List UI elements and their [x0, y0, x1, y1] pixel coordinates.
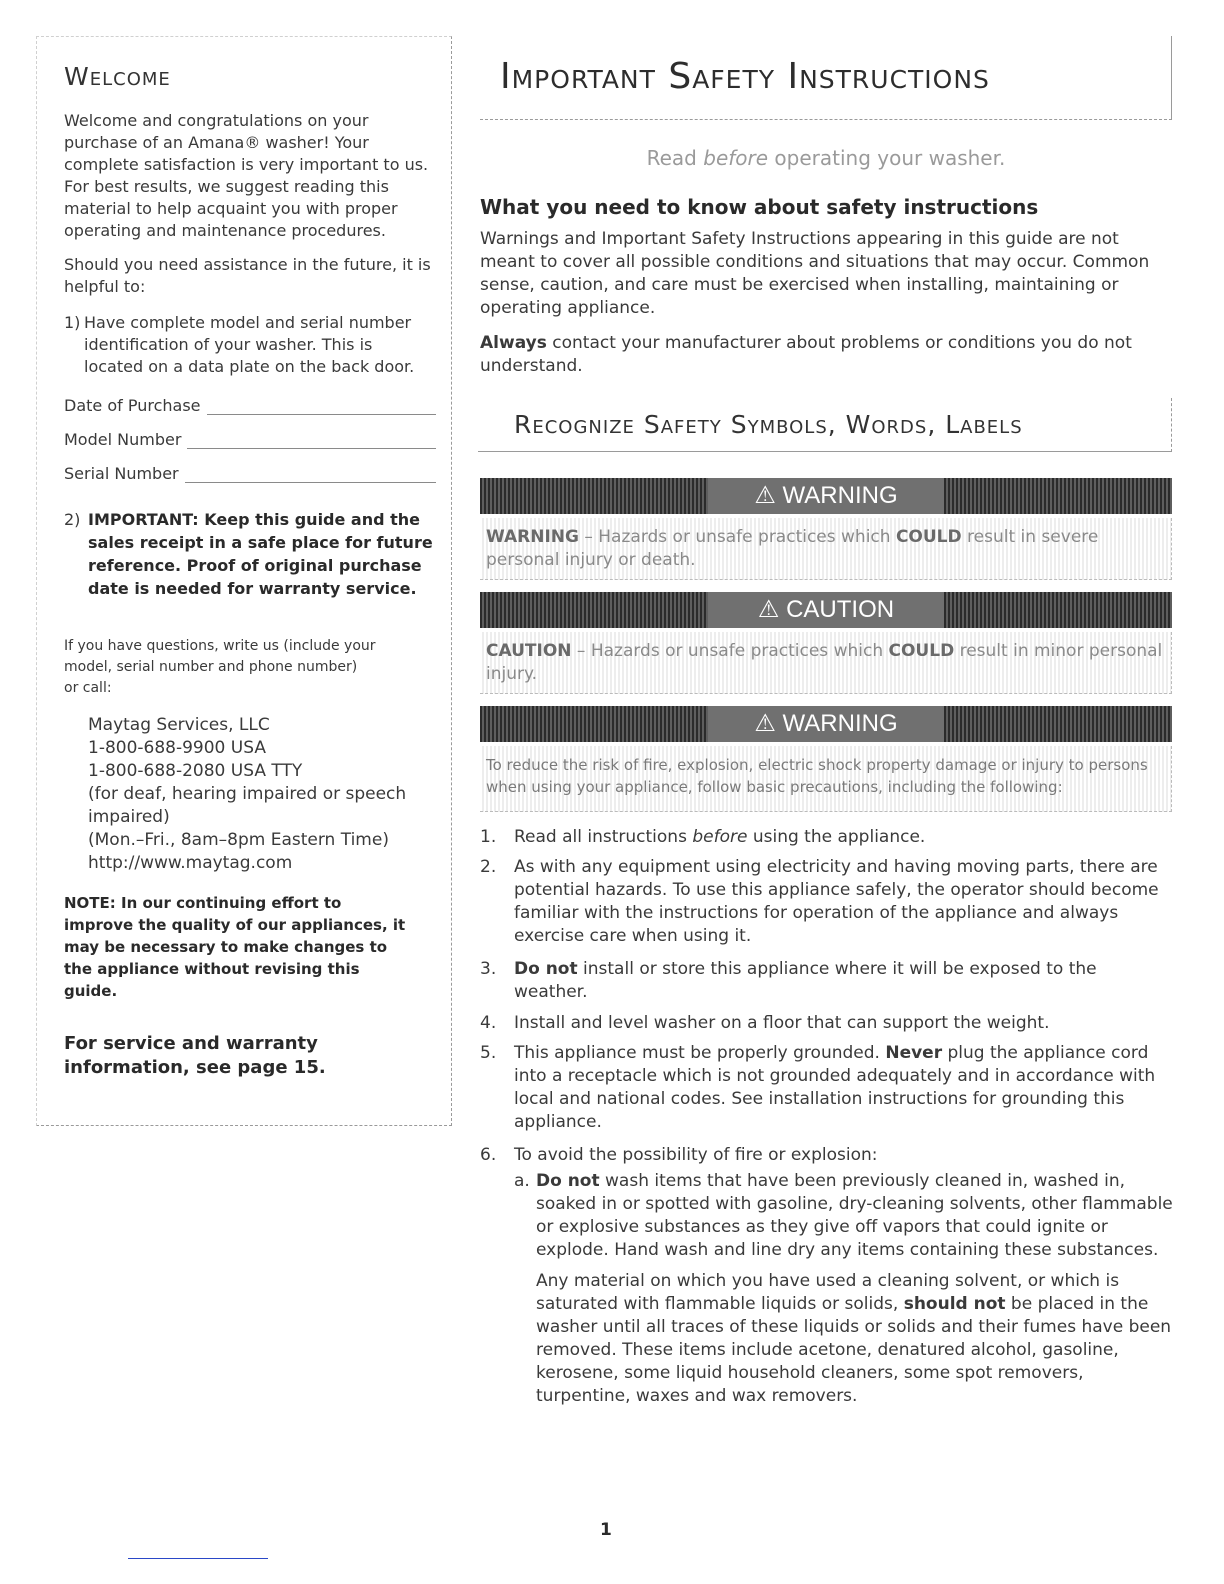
warning-label-2: ⚠ WARNING — [708, 706, 944, 742]
item-text-b: using the appliance. — [747, 827, 926, 847]
item-text-body: install or store this appliance where it will be exposed to the weather. — [514, 959, 1097, 1002]
tty-note: (for deaf, hearing impaired or speech — [88, 784, 407, 804]
phone-tty: 1-800-688-2080 USA TTY — [88, 761, 303, 781]
page-number: 1 — [600, 1520, 612, 1540]
safety-title: Important Safety Instructions — [500, 56, 990, 97]
operating-words: operating your washer. — [774, 146, 1006, 170]
caution-definition — [480, 632, 1172, 694]
know-text: Warnings and Important Safety Instructions appearing in this guide are not meant to cover all possible conditions and situations that may occur. Common sense, caution, and care must be exercised when installing, maintaining or operating appliance. — [480, 229, 1150, 318]
recognize-title: Recognize Safety Symbols, Words, Labels — [514, 410, 1023, 439]
item-number: 2) — [64, 510, 81, 529]
before-word: before — [692, 827, 748, 847]
item-number: 1) — [64, 313, 81, 332]
item-number: 1. — [480, 827, 497, 847]
sub-item-body: wash items that have been previously cleaned in, washed in, soaked in or spotted with gasoline, dry-cleaning solvents, other flammable or explosive substances as they give off vapors that could ignite or explode. Hand wash and line dry any items containing these substances. — [536, 1171, 1173, 1260]
date-of-purchase-line — [207, 400, 437, 415]
item-text: Have complete model and serial number identification of your washer. This is located on a data plate on the back door. — [84, 313, 415, 376]
item-number: 5. — [480, 1043, 497, 1063]
contact-block — [88, 714, 428, 875]
service-hours: (Mon.–Fri., 8am–8pm Eastern Time) — [88, 830, 389, 850]
item-text: Install and level washer on a floor that can support the weight. — [514, 1013, 1050, 1033]
caution-text-post: result in minor personal injury. — [486, 641, 1163, 684]
serial-number-line — [185, 468, 436, 483]
item-text: To avoid the possibility of fire or explosion: — [514, 1145, 878, 1165]
model-number-label: Model Number — [64, 430, 182, 449]
tty-note-2: impaired) — [88, 807, 170, 827]
welcome-item-1 — [64, 312, 436, 378]
date-of-purchase-label: Date of Purchase — [64, 396, 201, 415]
footer-rule — [128, 1558, 268, 1559]
item-text-body: plug the appliance cord into a receptacle which is not grounded adequately and in accordance with local and national codes. See installation instructions for grounding this appliance. — [514, 1043, 1156, 1132]
warning-definition — [480, 518, 1172, 580]
could-word: COULD — [895, 527, 962, 547]
read-before-note — [480, 146, 1172, 170]
sub-item-prefix: a. — [514, 1171, 530, 1191]
item-number: 2. — [480, 857, 497, 877]
important-note: IMPORTANT: Keep this guide and the sales receipt in a safe place for future reference. Proof of original purchase date is needed for warranty service. — [88, 510, 433, 598]
item-text: As with any equipment using electricity and having moving parts, there are potential hazards. To use this appliance safely, the operator should become familiar with the instructions for operation of the appliance and always exercise care when using it. — [514, 857, 1159, 946]
welcome-assist: Should you need assistance in the future, it is helpful to: — [64, 255, 431, 296]
welcome-intro: Welcome and congratulations on your purchase of an Amana® washer! Your complete satisfaction is very important to us. For best results, we suggest reading this material to help acquaint you with proper operating and maintenance procedures. — [64, 111, 429, 240]
date-of-purchase-field — [64, 396, 436, 415]
do-not-word: Do not — [514, 959, 578, 979]
item-number: 3. — [480, 959, 497, 979]
always-body: contact your manufacturer about problems or conditions you do not understand. — [480, 333, 1132, 376]
warning-banner — [480, 478, 1172, 514]
company-name: Maytag Services, LLC — [88, 715, 270, 735]
questions-text: If you have questions, write us (include your model, serial number and phone number) — [64, 638, 376, 675]
warning-text-post: result in severe personal injury or death. — [486, 527, 1099, 570]
caution-banner — [480, 592, 1172, 628]
read-word: Read — [646, 146, 697, 170]
warning-word: WARNING — [486, 527, 579, 547]
solvent-text-post: be placed in the washer until all traces of these liquids or solids and their fumes have been removed. These items include acetone, denatured alcohol, gasoline, kerosene, some liquid household cleaners, some spot removers, turpentine, waxes and wax removers. — [536, 1294, 1172, 1406]
always-text — [480, 332, 1160, 378]
item-text-pre: This appliance must be properly grounded. — [514, 1043, 886, 1063]
model-number-field — [64, 430, 436, 449]
warning-label: ⚠ WARNING — [708, 478, 944, 514]
welcome-item-2 — [64, 508, 436, 600]
could-word: COULD — [888, 641, 955, 661]
warning-precautions: To reduce the risk of fire, explosion, electric shock property damage or injury to persons when using your appliance, follow basic precautions, including the following: — [480, 746, 1172, 812]
sub-item-a — [514, 1170, 1178, 1408]
item-text-a: Read all instructions — [514, 827, 693, 847]
serial-number-field — [64, 464, 436, 483]
item-number: 4. — [480, 1013, 497, 1033]
item-number: 6. — [480, 1145, 497, 1165]
should-not-word: should not — [903, 1294, 1006, 1314]
item-text — [514, 1042, 1178, 1134]
do-not-word: Do not — [536, 1171, 600, 1191]
caution-word: CAUTION — [486, 641, 572, 661]
serial-number-label: Serial Number — [64, 464, 179, 483]
know-heading: What you need to know about safety instructions — [480, 195, 1039, 219]
service-reference: For service and warranty information, see page 15. — [64, 1033, 326, 1078]
warning-text-pre: – Hazards or unsafe practices which — [578, 527, 896, 547]
before-word: before — [703, 146, 769, 170]
never-word: Never — [885, 1043, 943, 1063]
caution-label: ⚠ CAUTION — [708, 592, 944, 628]
website-url[interactable]: http://www.maytag.com — [88, 853, 293, 873]
sub-item-text — [536, 1170, 1178, 1262]
item-text — [514, 826, 1178, 849]
welcome-title: Welcome — [64, 62, 171, 91]
always-word: Always — [480, 333, 547, 353]
caution-text-pre: – Hazards or unsafe practices which — [571, 641, 889, 661]
solvent-paragraph — [536, 1270, 1178, 1408]
model-number-line — [187, 434, 436, 449]
solvent-text-pre: Any material on which you have used a cleaning solvent, or which is saturated with flammable liquids or solids, — [536, 1271, 1120, 1314]
item-text — [514, 958, 1114, 1004]
phone-usa: 1-800-688-9900 USA — [88, 738, 266, 758]
or-call-text: or call: — [64, 680, 112, 696]
warning-banner-2 — [480, 706, 1172, 742]
note-text: NOTE: In our continuing effort to improve the quality of our appliances, it may be necessary to make changes to the appliance without revising this guide. — [64, 894, 406, 1000]
